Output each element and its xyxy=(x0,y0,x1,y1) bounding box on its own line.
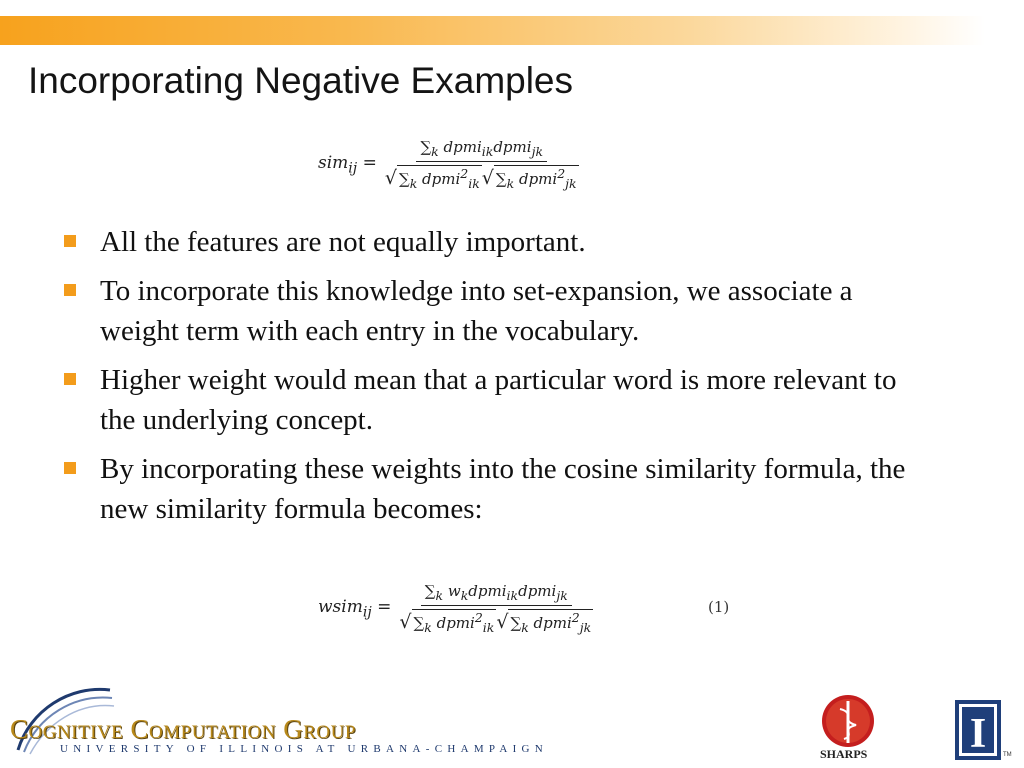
trademark-mark: TM xyxy=(1003,752,1012,758)
equation-cosine-similarity xyxy=(318,138,579,191)
equation-lhs: wsim$_{ij}$ = xyxy=(318,596,392,621)
equation-number: (1) xyxy=(708,598,730,616)
bullet-list xyxy=(62,222,912,538)
equation-weighted-similarity xyxy=(318,582,593,635)
bullet-item: By incorporating these weights into the cosine similarity formula, the new similarity formula becomes: xyxy=(62,449,912,529)
bullet-square-icon xyxy=(64,373,76,385)
bullet-square-icon xyxy=(64,462,76,474)
slide-title: Incorporating Negative Examples xyxy=(28,60,574,101)
bullet-item: To incorporate this knowledge into set-expansion, we associate a weight term with each entry in the vocabulary. xyxy=(62,271,912,351)
equation-fraction: $\frac{\sum_k dpmi_{ik}dpmi_{jk}}{√ \sum_k dpmi^2_{ik} √ \sum_k dpmi^2_{jk}}$ xyxy=(384,138,577,191)
svg-text:I: I xyxy=(969,711,987,757)
bullet-item: All the features are not equally important. xyxy=(62,222,912,262)
illinois-block-i-logo xyxy=(955,700,1001,760)
title-accent-bar xyxy=(0,16,985,45)
ccg-university-name: UNIVERSITY OF ILLINOIS AT URBANA-CHAMPAIGN xyxy=(60,743,549,755)
bullet-square-icon xyxy=(64,284,76,296)
bullet-square-icon xyxy=(64,235,76,247)
equation-fraction: $\frac{\sum_k w_kdpmi_{ik}dpmi_{jk}}{√ \sum_k dpmi^2_{ik} √ \sum_k dpmi^2_{jk}}$ xyxy=(399,582,592,635)
bullet-item: Higher weight would mean that a particular word is more relevant to the underlying concept. xyxy=(62,360,912,440)
ccg-group-name: Cognitive Computation Group xyxy=(10,714,356,744)
sharps-label: SHARPS xyxy=(820,747,868,761)
equation-lhs: sim$_{ij}$ = xyxy=(318,152,377,177)
